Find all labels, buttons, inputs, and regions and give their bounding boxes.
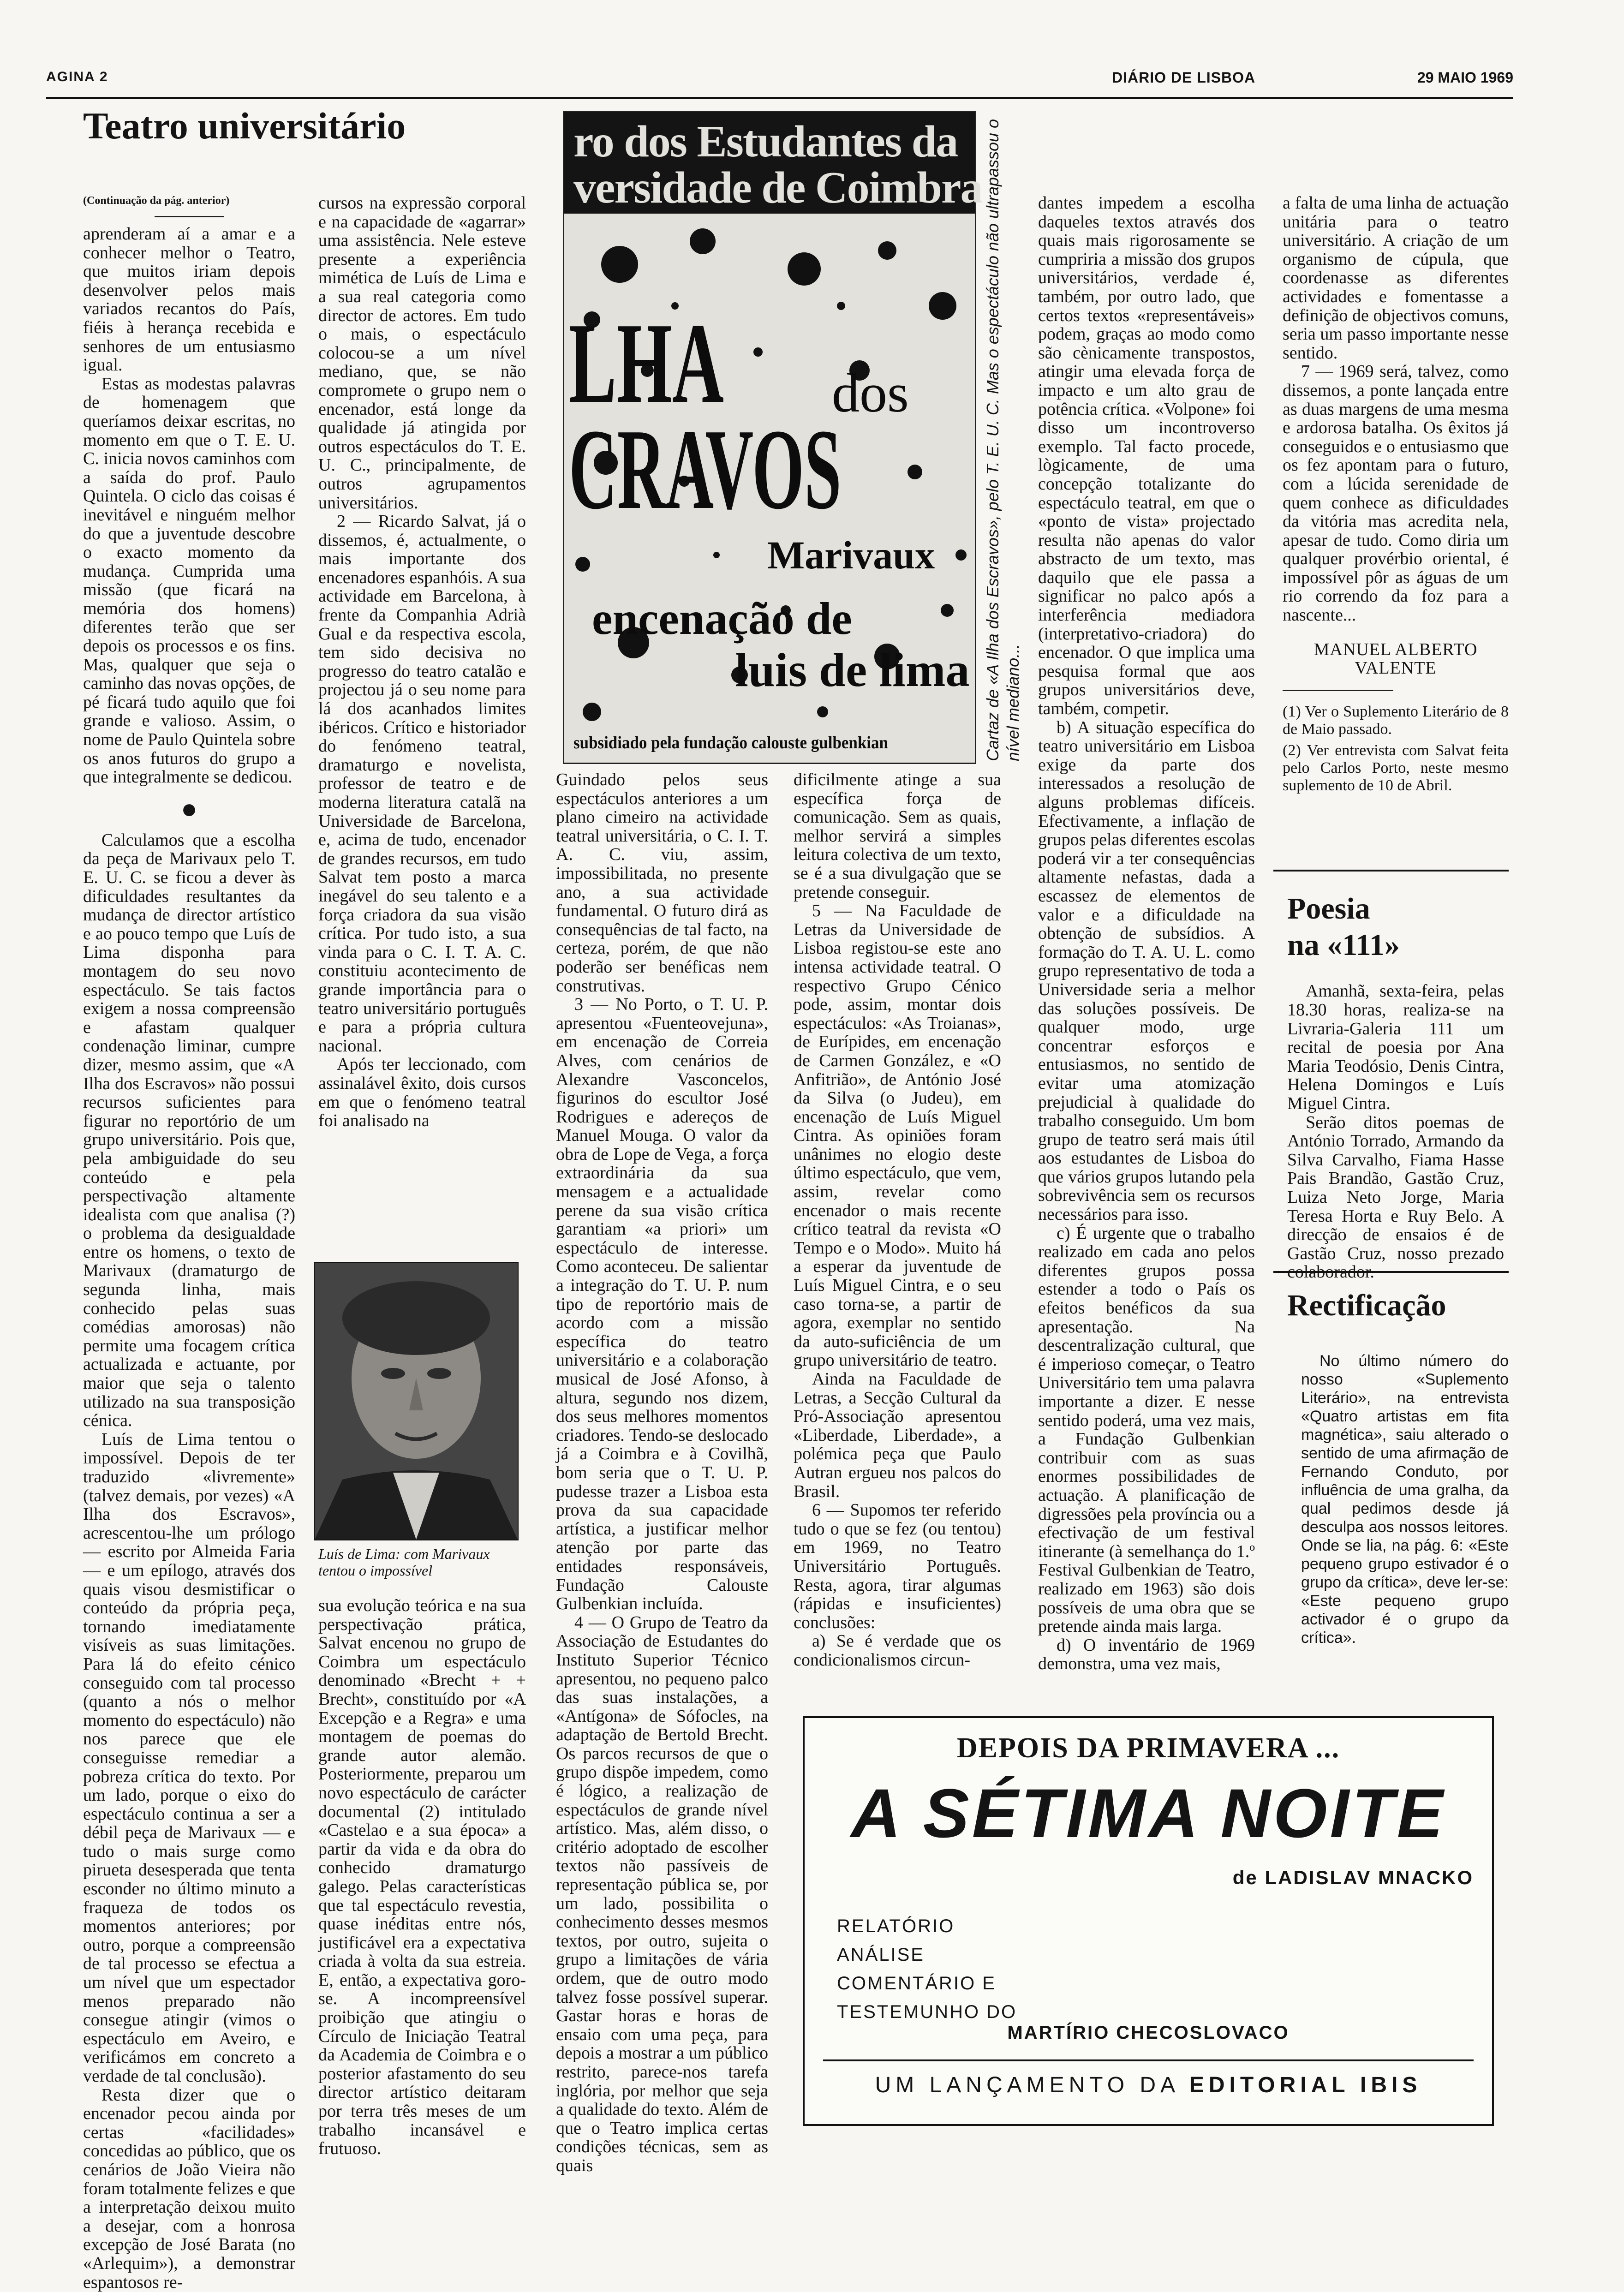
paragraph: aprenderam aí a amar e a conhecer melhor o Teatro, que muitos iriam depois desenvolver pelos mais variados recantos do País, fiéis à herança recebida e senhores de um entusiasmo igual. [83, 224, 295, 375]
poesia-title-line-1: Poesia [1287, 892, 1370, 925]
ad-publisher: EDITORIAL IBIS [1189, 2073, 1422, 2097]
masthead [46, 69, 1513, 99]
column-divider [1273, 1271, 1509, 1273]
paragraph: a) Se é verdade que os condicionalismos circun- [794, 1631, 1001, 1670]
issue-date: 29 MAIO 1969 [1417, 69, 1513, 86]
paragraph: b) A situação específica do teatro universitário em Lisboa exige da parte dos interessados a resolução de alguns problemas difíceis. Efectivamente, a inflação de grupos pelas diferentes escolas poderá vir a ter consequências altamente nefastas, dada a escassez de elementos de valor e a dificuldade na obtenção de subsídios. A formação do T. A. U. L. como grupo representativo de toda a Universidade seria a melhor das soluções possíveis. De qualquer modo, urge concentrar esforços e entusiasmos, no sentido de evitar uma atomização prejudicial à qualidade do trabalho conseguido. Um bom grupo de teatro será mais útil aos estudantes de Lisboa do que vários grupos lutando pela sobrevivência sem os recursos necessários para isso. [1038, 717, 1255, 1224]
paragraph: cursos na expressão corporal e na capacidade de «agarrar» uma assistência. Nele esteve presente a experiência mimética de Luís de Lima e a sua real categoria como director de actores. Em tudo o mais, o espectáculo colocou-se a um nível mediano, que, se não compromete o grupo nem o encenador, está longe da qualidade já atingida por outros espectáculos do T. E. U. C., principalmente, de outros agrupamentos universitários. [318, 193, 526, 513]
paragraph: Luís de Lima tentou o impossível. Depois de ter traduzido «livremente» (talvez demais, por vezes) «A Ilha dos Escravos», acrescentou-lhe um prólogo — escrito por Almeida Faria — e um epílogo, através dos quais visou desmistificar o conteúdo da própria peça, tornando imediatamente visíveis as suas limitações. Para lá do efeito cénico conseguido com tal processo (quanto a nós o melhor momento do espectáculo) não nos parece que ele conseguisse remediar a pobreza crítica do texto. Por um lado, porque o eixo do espectáculo continua a ser a débil peça de Marivaux — e tudo o mais surge como pirueta desesperada que tenta esconder no último minuto a fraqueza de todos os momentos anteriores; por outro, porque a compreensão de tal processo se efectua a um nível que um espectador menos preparado não consegue atingir (vimos o espectáculo em Aveiro, e verificámos em concreto a verdade de tal conclusão). [83, 1429, 295, 2086]
poesia-box [1287, 890, 1504, 1282]
paragraph: 2 — Ricardo Salvat, já o dissemos, é, actualmente, o mais importante dos encenadores espanhóis. A sua actividade em Barcelona, à frente da Companhia Adrià Gual e da respectiva escola, tem sido decisiva no progresso do teatro catalão e projectou já o seu nome para lá dos acanhados limites ibéricos. Crítico e historiador do fenómeno teatral, dramaturgo e novelista, professor de teatro e de moderna literatura catalã na Universidade de Barcelona, e, acima de tudo, encenador de grandes recursos, em tudo Salvat tem posto a marca inegável do seu talento e a força criadora da sua visão crítica. Por tudo isto, a sua vinda para o C. I. T. A. C. constituiu acontecimento de grande importância para o teatro universitário português e para a própria cultura nacional. [318, 512, 526, 1056]
ad-footer [805, 2072, 1492, 2098]
spacer [1287, 963, 1504, 982]
rectificacao-box [1301, 1352, 1509, 1693]
ad-subject: MARTÍRIO CHECOSLOVACO [1007, 2023, 1290, 2043]
paragraph: sua evolução teórica e na sua perspectivação prática, Salvat encenou no grupo de Coimbra um espectáculo denominado «Brecht + + Brecht», constituído por «A Excepção e a Regra» e uma montagem de poemas do grande autor alemão. Posteriormente, preparou um novo espectáculo de carácter documental (2) intitulado «Castelao e a sua época» a partir da vida e da obra do conhecido dramaturgo galego. Pelas características que tal espectáculo revestia, quase inéditas entre nós, justificável era a expectativa criada à volta da sua estreia. E, então, a expectativa goro-se. A incompreensível proibição que atingiu o Círculo de Iniciação Teatral da Academia de Coimbra e o posterior afastamento do seu director artístico deitaram por terra três meses de um trabalho incansável e frutuoso. [318, 1596, 526, 2159]
paragraph: 3 — No Porto, o T. U. P. apresentou «Fuenteovejuna», em encenação de Correia Alves, com cenários de Alexandre Vasconcelos, figurinos do escultor José Rodrigues e adereços de Manuel Mouga. O valor da obra de Lope de Vega, a força extraordinária da sua mensagem e a actualidade perene da sua visão crítica garantiam «a priori» um espectáculo de interesse. Como aconteceu. De salientar a integração do T. U. P. num tipo de reportório mais de acordo com a missão específica do teatro universitário e a colaboração musical de José Afonso, à altura, segundo nos dizem, dos seus melhores momentos criadores. Tendo-se deslocado já a Coimbra e à Covilhã, bom seria que o T. U. P. pudesse trazer a Lisboa esta prova da sua capacidade artística, a justificar melhor atenção por parte das entidades responsáveis, Fundação Calouste Gulbenkian incluída. [556, 995, 768, 1614]
portrait-image [315, 1263, 518, 1540]
poster-title-dos: dos [832, 362, 909, 424]
poesia-title-line-2: na «111» [1287, 928, 1400, 962]
poesia-title [1287, 890, 1504, 963]
paragraph: Após ter leccionado, com assinalável êxito, dois cursos em que o fenómeno teatral foi analisado na [318, 1055, 526, 1131]
paragraph: a falta de uma linha de actuação unitária para o teatro universitário. A criação de um organismo de cúpula, que coordenasse as diferentes actividades e fomentasse a definição de objectivos comuns, seria um passo importante nesse sentido. [1283, 193, 1509, 363]
paragraph: Amanhã, sexta-feira, pelas 18.30 horas, realiza-se na Livraria-Galeria 111 um recital de poesia por Ana Maria Teodósio, Denis Cintra, Helena Domingos e Luís Miguel Cintra. [1287, 981, 1504, 1113]
paragraph: Guindado pelos seus espectáculos anteriores a um plano cimeiro na actividade teatral universitária, o C. I. T. A. C. viu, assim, impossibilitada, no presente ano, a sua actividade fundamental. O futuro dirá as consequências de tal facto, na certeza, porém, de que não poderão ser benéficas nem construtivas. [556, 770, 768, 996]
divider [1283, 690, 1393, 691]
rectificacao-title: Rectificação [1287, 1289, 1446, 1322]
ad-book-title: A SÉTIMA NOITE [851, 1774, 1446, 1852]
ad-list-item: ANÁLISE [837, 1945, 925, 1965]
article-column-4 [794, 770, 1001, 1689]
continuation-note: (Continuação da pág. anterior) [83, 195, 230, 207]
article-column-2-continued [318, 1596, 526, 2159]
poster-director: luis de lima [735, 644, 970, 697]
article-column-6 [1283, 194, 1509, 877]
paragraph: 7 — 1969 será, talvez, como dissemos, a ponte lançada entre as duas margens de uma mesma e ardorosa batalha. Os êxitos já conseguidos e o entusiasmo que os fez apontam para o futuro, com a lúcida serenidade de quem conhece as dificuldades da vitória mas acredita nela, apesar de tudo. Como diria um qualquer provérbio oriental, é impossível pôr as águas de um rio correndo da foz para a nascente... [1283, 362, 1509, 625]
poster-sponsor: subsidiado pela fundação calouste gulbenkian [573, 733, 888, 752]
paragraph: 6 — Supomos ter referido tudo o que se fez (ou tentou) em 1969, no Teatro Universitário Português. Resta, agora, tirar algumas (rápidas e insuficientes) conclusões: [794, 1500, 1001, 1632]
photo-caption: Luís de Lima: com Marivaux tentou o impossível [318, 1546, 490, 1579]
poster-direction-label: encenação de [592, 593, 852, 644]
paragraph: d) O inventário de 1969 demonstra, uma vez mais, [1038, 1635, 1255, 1674]
poster-title-a: LHA [569, 299, 724, 427]
paragraph: 4 — O Grupo de Teatro da Associação de Estudantes do Instituto Superior Técnico apresentou, no pequeno palco das suas instalações, a «Antígona» de Sófocles, na adaptação de Bertold Brecht. Os parcos recursos de que o grupo dispõe impedem, como é lógico, a realização de espectáculos de grande nível artístico. Mas, além disso, o critério adoptado de escolher textos não passíveis de representação pública se, por um lado, possibilita o conhecimento desses mesmos textos, por outro, sujeita o grupo a limitações de vária ordem, que de outro modo talvez fosse possível superar. Gastar horas e horas de ensaio com uma peça, para depois a mostrar a um público restrito, parece-nos tarefa inglória, por melhor que seja a qualidade do texto. Além de que o Teatro implica certas condições técnicas, sem as quais [556, 1612, 768, 2175]
poster-caption-text: Cartaz de «A Ilha dos Escravos», pelo T. E. U. C. Mas o espectáculo não ultrapassou o nível mediano... [983, 119, 1022, 761]
ad-list-item: RELATÓRIO [837, 1916, 955, 1936]
theatre-poster [563, 111, 982, 764]
paragraph: 5 — Na Faculdade de Letras da Universidade de Lisboa registou-se este ano intensa actividade teatral. O respectivo Grupo Cénico pode, assim, montar dois espectáculos: «As Troianas», de Eurípides, em encenação de Carmen González, e «O Anfitrião», de António José da Silva (o Judeu), em encenação de Luís Miguel Cintra. As opiniões foram unânimes no elogio deste último espectáculo, que vem, assim, revelar como encenador o mais recente crítico teatral da revista «O Tempo e o Modo». Muito há a esperar da juventude de Luís Miguel Cintra, e o seu caso torna-se, a partir de agora, exemplar no sentido da auto-suficiência de um grupo universitário de teatro. [794, 901, 1001, 1370]
poster-caption [983, 111, 1029, 761]
article-column-5 [1038, 194, 1255, 1693]
newspaper-name: DIÁRIO DE LISBOA [1112, 69, 1256, 86]
paragraph: dantes impedem a escolha daqueles textos através dos quais mais rigorosamente se cumpriria a missão dos grupos universitários, verdade é, também, por outro lado, que certos textos «representáveis» podem, graças ao modo como são cènicamente transpostos, atingir uma elevada força de impacto e um alto grau de potência crítica. «Volpone» foi disso um incontroverso exemplo. Tal facto procede, lògicamente, de uma concepção totalizante do espectáculo teatral, em que o «ponto de vista» projectado resulta não apenas do valor abstracto de um texto, mas daquilo que ele passa a significar no palco após a interferência mediadora (interpretativo-criadora) do encenador. O que implica uma pesquisa formal que aos grupos universitários deve, também, competir. [1038, 193, 1255, 719]
ad-description-list [837, 1912, 1017, 2026]
poster-author: Marivaux [767, 533, 935, 577]
poster-title-b: CRAVOS [569, 406, 842, 533]
article-column-3 [556, 770, 768, 2175]
article-column-1 [83, 194, 296, 2292]
poster-header-1: ro dos Estudantes da [573, 117, 958, 167]
ad-divider [823, 2059, 1474, 2061]
author-byline: MANUEL ALBERTO VALENTE [1314, 639, 1478, 678]
ad-list-item: COMENTÁRIO E [837, 1973, 996, 1994]
ad-tagline: DEPOIS DA PRIMAVERA ... [956, 1732, 1340, 1764]
footnotes [1283, 703, 1509, 794]
footnote: (2) Ver entrevista com Salvat feita pelo Carlos Porto, neste mesmo suplemento de 10 de Abril. [1283, 741, 1509, 794]
paragraph: Estas as modestas palavras de homenagem que queríamos deixar escritas, no momento em que o T. E. U. C. inicia novos caminhos com a saída do prof. Paulo Quintela. O ciclo das coisas é inevitável e ninguém melhor do que a juventude descobre o exacto momento da mudança. Cumprida uma missão (que ficará na memória dos homens) diferentes terão que ser depois os processos e os fins. Mas, qualquer que seja o caminho das novas opções, de pé ficará tudo aquilo que foi grande e valioso. Assim, o nome de Paulo Quintela sobre os anos futuros do grupo a que integralmente se dedicou. [83, 374, 295, 787]
ad-footer-prefix: UM LANÇAMENTO DA [875, 2073, 1179, 2097]
paragraph: Serão ditos poemas de António Torrado, Armando da Silva Carvalho, Fiama Hasse Pais Brandão, Gastão Cruz, Luiza Neto Jorge, Maria Teresa Horta e Ruy Belo. A direcção de ensaios é de Gastão Cruz, nosso prezado colaborador. [1287, 1112, 1504, 1282]
poster-header-2: versidade de Coimbra [573, 163, 982, 213]
paragraph: dificilmente atinge a sua específica força de comunicação. Sem as quais, melhor servirá a simples leitura colectiva de um texto, se é a sua divulgação que se pretende conseguir. [794, 770, 1001, 902]
article-column-2 [318, 194, 526, 1250]
paragraph: Resta dizer que o encenador pecou ainda por certas «facilidades» concedidas ao público, que os cenários de João Vieira não foram totalmente felizes e que a interpretação deixou muito a desejar, com a honrosa excepção de José Barata (no «Arlequim»), a demonstrar espantosos re- [83, 2085, 296, 2292]
section-bullet: ● [180, 793, 198, 824]
ad-author: de LADISLAV MNACKO [1232, 1867, 1474, 1888]
column-divider [1273, 870, 1509, 871]
page-number: AGINA 2 [46, 69, 108, 84]
paragraph: Ainda na Faculdade de Letras, a Secção Cultural da Pró-Associação apresentou «Liberdade, Liberdade», a polémica peça que Paulo Autran ergueu nos palcos do Brasil. [794, 1369, 1001, 1501]
paragraph: Calculamos que a escolha da peça de Marivaux pelo T. E. U. C. se ficou a dever às dificuldades resultantes da mudança de director artístico e ao pouco tempo que Luís de Lima disponha para montagem do seu novo espectáculo. Se tais factos exigem a nossa compreensão e afastam qualquer condenação liminar, cumpre dizer, mesmo assim, que «A Ilha dos Escravos» não possui recursos suficientes para figurar no reportório de um grupo universitário. Pois que, pela ambiguidade do seu conteúdo e pela perspectivação altamente idealista com que analisa (?) o problema da desigualdade entre os homens, o texto de Marivaux (dramaturgo de segunda linha, mais conhecido pelas suas comédias amorosas) não permite uma focagem crítica actualizada e actuante, por maior que seja o talento utilizado na sua transposição cénica. [83, 830, 295, 1431]
paragraph: No último número do nosso «Suplemento Literário», na entrevista «Quatro artistas em fita magnética», saiu alterado o sentido de uma afirmação de Fernando Conduto, por influência de uma gralha, da qual pedimos desde já desculpa aos nossos leitores. Onde se lia, na pág. 6: «Este pequeno grupo estivador é o grupo da crítica», deve ler-se: «Este pequeno grupo activador é o grupo da crítica». [1301, 1352, 1509, 1647]
paragraph: c) É urgente que o trabalho realizado em cada ano pelos diferentes grupos possa estender a todo o País os efeitos benéficos da sua apresentação. Na descentralização cultural, que é imperioso começar, o Teatro Universitário tem uma palavra importante a dizer. E nesse sentido poderá, uma vez mais, a Fundação Gulbenkian contribuir com as suas enormes possibilidades de actuação. A planificação de digressões pela província ou a efectivação de um festival itinerante (à semelhança do 1.º Festival Gulbenkian de Teatro, realizado em 1963) são dois possíveis de uma obra que se pretende ainda mais larga. [1038, 1223, 1255, 1636]
ad-list-item: TESTEMUNHO DO [837, 2002, 1017, 2022]
book-advertisement [803, 1716, 1494, 2126]
portrait-photo [314, 1262, 519, 1540]
footnote: (1) Ver o Suplemento Literário de 8 de Maio passado. [1283, 703, 1509, 738]
article-headline: Teatro universitário [83, 105, 406, 147]
divider [155, 216, 224, 217]
